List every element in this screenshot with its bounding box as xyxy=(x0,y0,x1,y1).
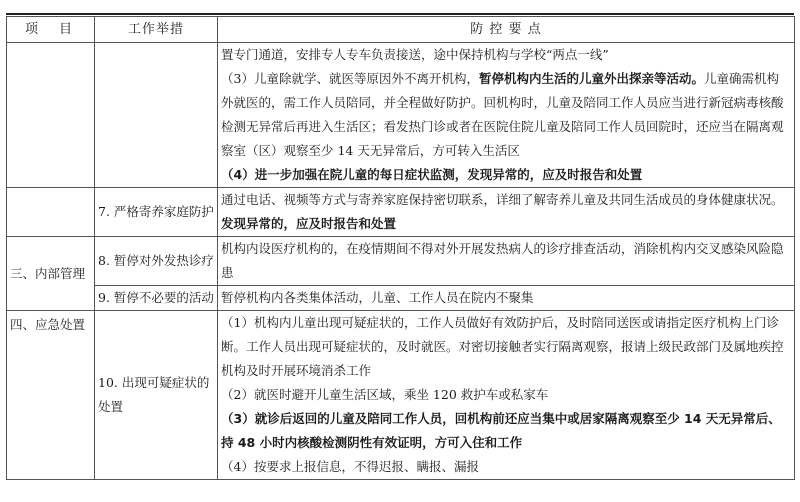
table-row xyxy=(7,311,795,480)
measure-cell-empty xyxy=(95,43,218,188)
table-header-row xyxy=(7,17,795,43)
table-row xyxy=(7,237,795,286)
table-row xyxy=(7,188,795,237)
key-points-cell xyxy=(218,188,795,237)
paragraph-4: （4）进一步加强在院儿童的每日症状监测，发现异常的，应及时报告和处置 xyxy=(221,167,643,182)
table-row xyxy=(7,286,795,311)
measure-cell: 8. 暂停对外发热诊疗 xyxy=(95,237,218,286)
item-cell-empty xyxy=(7,43,95,188)
paragraph-3: （3）就诊后返回的儿童及陪同工作人员，回机构前还应当集中或居家隔离观察至少 14 天无异常后、持 48 小时内核酸检测阴性有效证明，方可入住和工作 xyxy=(221,411,781,450)
measure-cell: 9. 暂停不必要的活动 xyxy=(95,286,218,311)
table-row xyxy=(7,43,795,188)
header-item: 项 目 xyxy=(7,17,95,43)
key-points-cell: 机构内设医疗机构的，在疫情期间不得对外开展发热病人的诊疗排查活动，消除机构内交叉感染风险隐患 xyxy=(218,237,795,286)
text: 通过电话、视频等方式与寄养家庭保持密切联系，详细了解寄养儿童及共同生活成员的身体健康状况。 xyxy=(221,192,784,207)
key-points-cell xyxy=(218,43,795,188)
item-cell: 四、应急处置 xyxy=(7,311,95,480)
paragraph-2: （2）就医时避开儿童生活区域，乘坐 120 救护车或私家车 xyxy=(221,387,549,402)
table-top-rule xyxy=(6,13,794,15)
text: （3）儿童除就学、就医等原因外不离开机构， xyxy=(221,71,479,86)
paragraph-1: （1）机构内儿童出现可疑症状的，工作人员做好有效防护后，及时陪同送医或请指定医疗机构上门诊断。工作人员出现可疑症状的，及时就医。对密切接触者实行隔离观察，报请上级民政部门及属地疾控机构及时开展环境消杀工作 xyxy=(221,315,784,378)
text: 儿童确需机构外就医的，需工作人员陪同，并全程做好防护。回机构时，儿童及陪同工作人员应当进行新冠病毒核酸检测无异常后再进入生活区；看发热门诊或者在医院住院儿童及陪同工作人员回院时，还应当在隔离观察室（区）观察至少 14 天无异常后，方可转入生活区 xyxy=(221,71,784,158)
key-points-cell xyxy=(218,311,795,480)
line: 置专门通道，安排专人专车负责接送，途中保持机构与学校“两点一线” xyxy=(221,47,609,62)
header-key-points: 防 控 要 点 xyxy=(218,17,795,43)
bold-text: 暂停机构内生活的儿童外出探亲等活动。 xyxy=(478,71,704,86)
header-measure: 工作举措 xyxy=(95,17,218,43)
paragraph-3 xyxy=(221,67,791,163)
key-points-cell: 暂停机构内各类集体活动，儿童、工作人员在院内不聚集 xyxy=(218,286,795,311)
prevention-measures-table xyxy=(6,16,795,480)
item-cell-empty xyxy=(7,188,95,237)
paragraph-4: （4）按要求上报信息，不得迟报、瞒报、漏报 xyxy=(221,459,479,474)
item-cell: 三、内部管理 xyxy=(7,237,95,311)
measure-cell: 7. 严格寄养家庭防护 xyxy=(95,188,218,237)
measure-cell: 10. 出现可疑症状的处置 xyxy=(95,311,218,480)
bold-text: 发现异常的，应及时报告和处置 xyxy=(221,216,397,231)
